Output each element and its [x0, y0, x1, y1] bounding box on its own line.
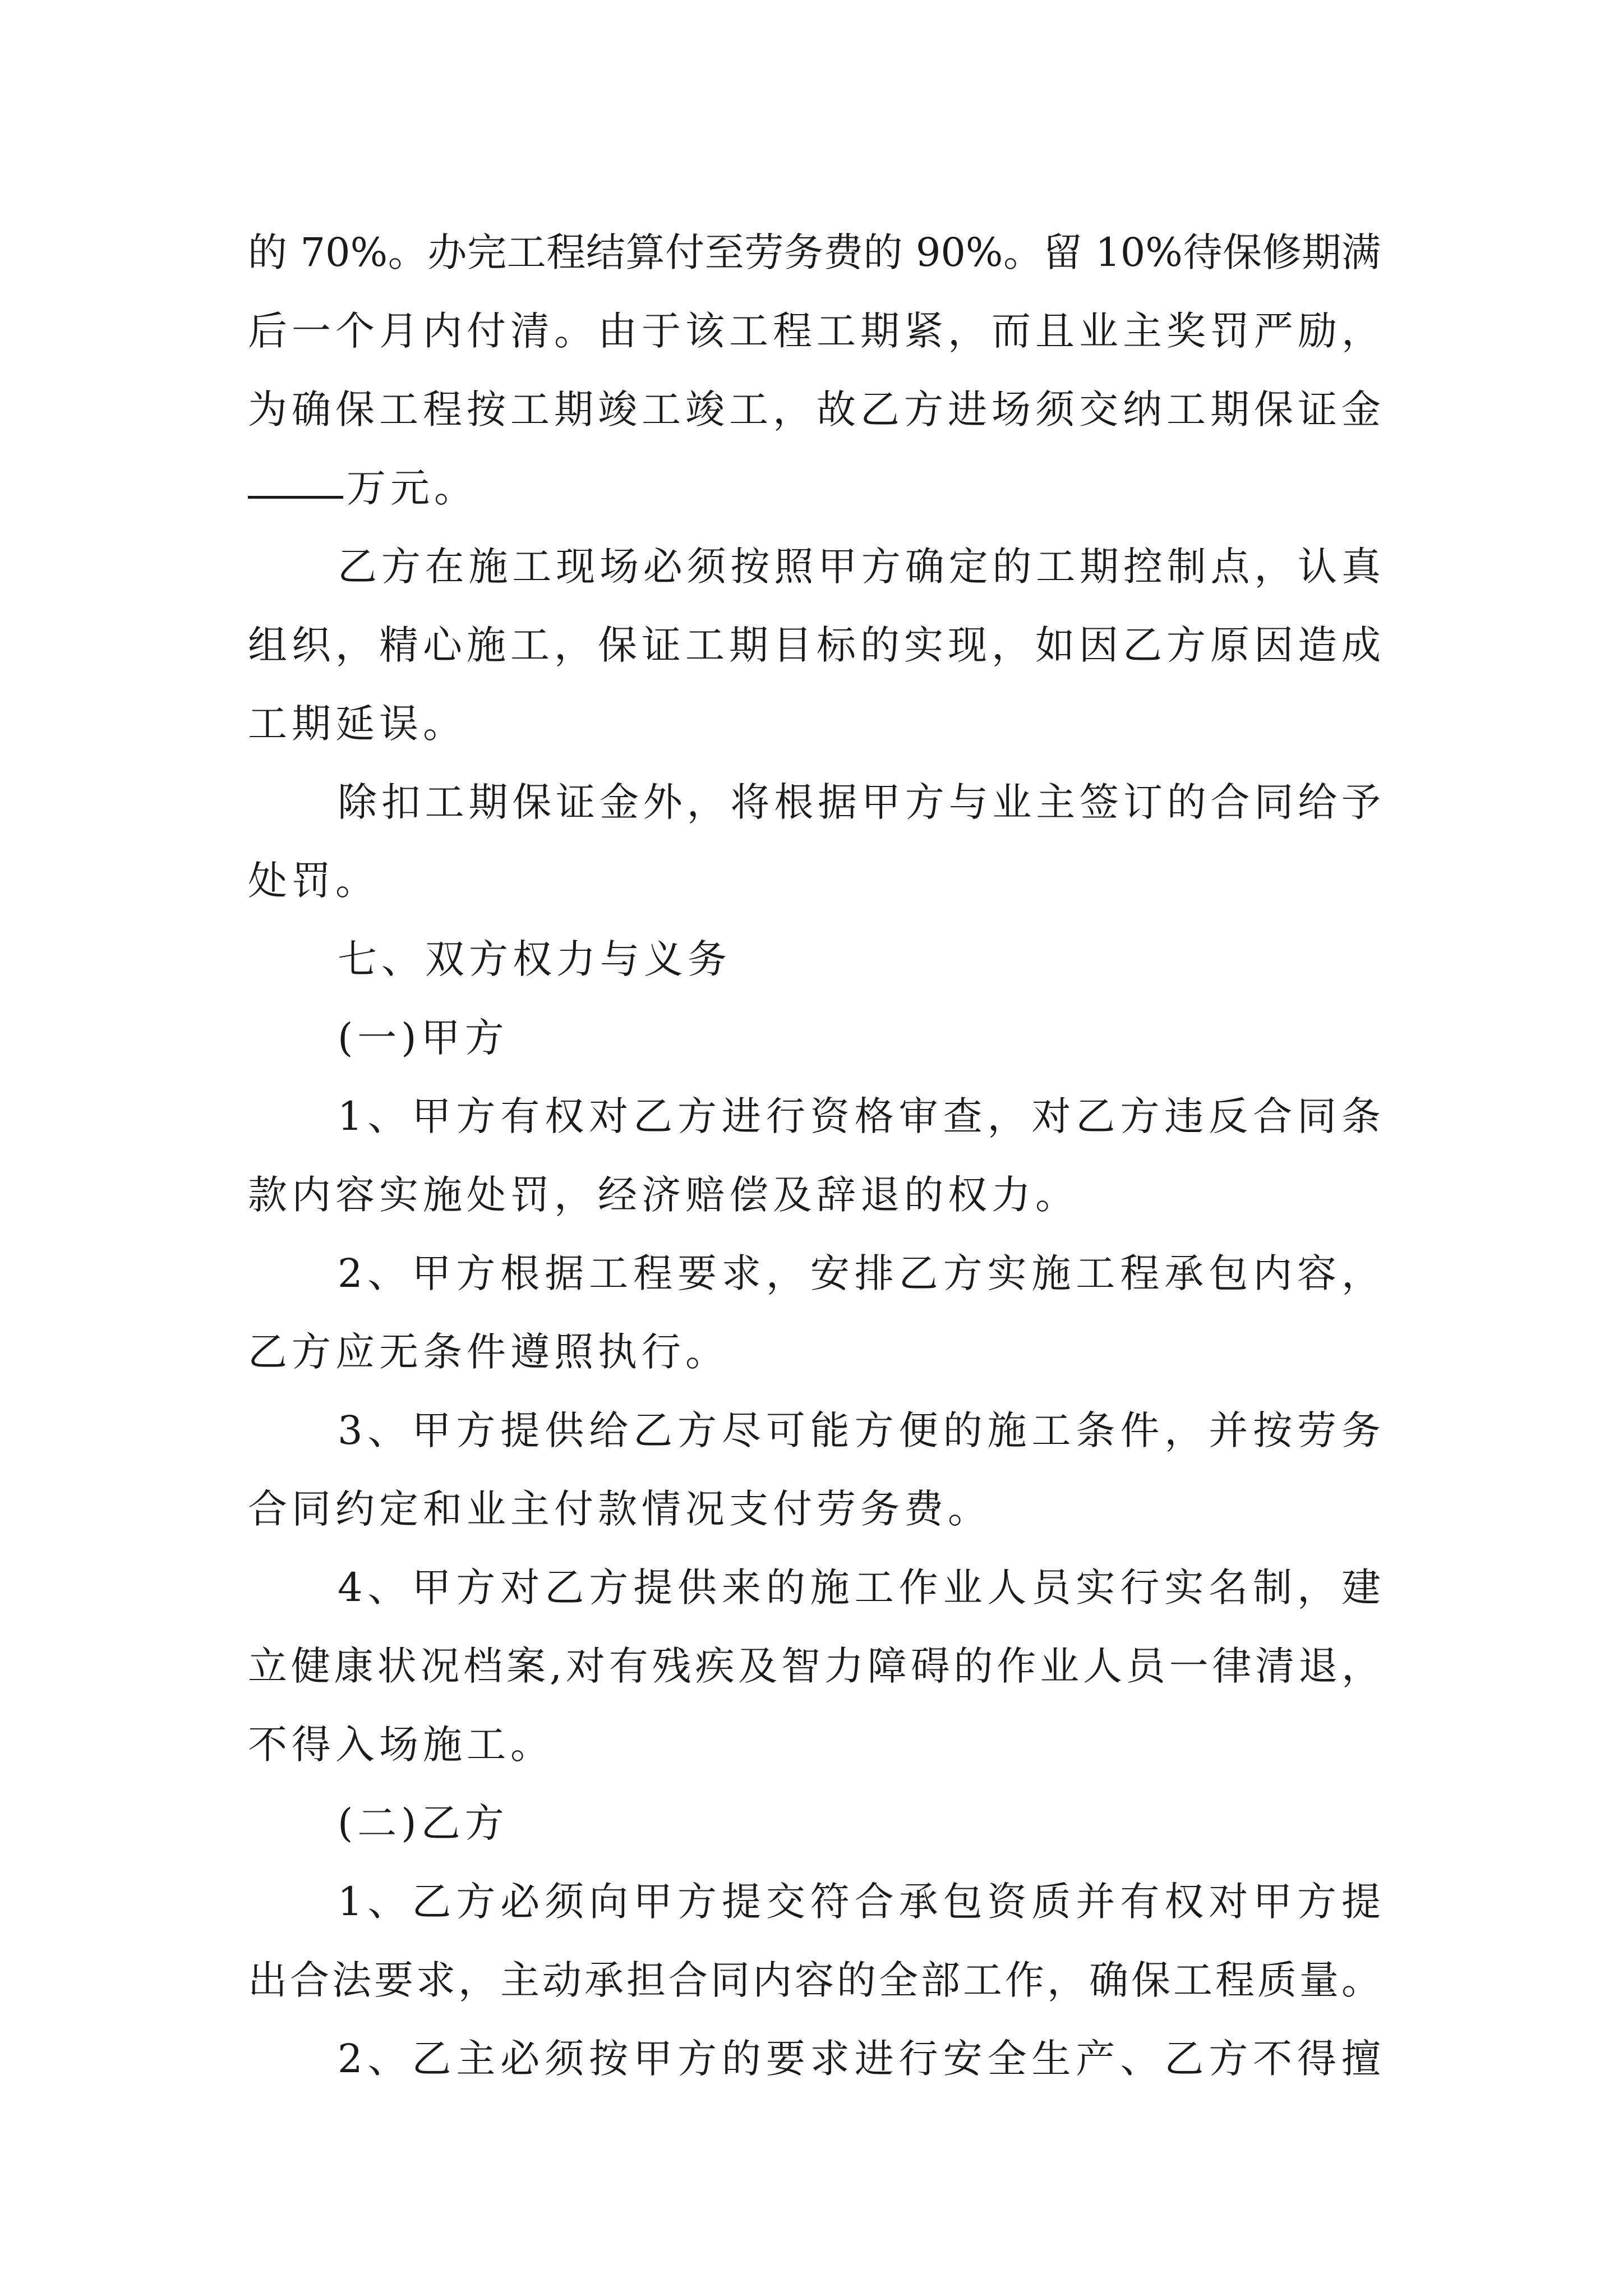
paragraph-line: 立健康状况档案,对有残疾及智力障碍的作业人员一律清退，: [248, 1643, 1381, 1689]
paragraph-line: 工期延误。: [248, 701, 467, 747]
paragraph-line: 后一个月内付清。由于该工程工期紧，而且业主奖罚严励，: [248, 308, 1381, 354]
paragraph-line: 1、乙方必须向甲方提交符合承包资质并有权对甲方提: [338, 1879, 1381, 1925]
paragraph-line: 1、甲方有权对乙方进行资格审查，对乙方违反合同条: [338, 1093, 1381, 1139]
paragraph-line: 乙方应无条件遵照执行。: [248, 1329, 729, 1375]
paragraph-line: 出合法要求，主动承担合同内容的全部工作，确保工程质量。: [248, 1957, 1381, 2003]
paragraph-line: 乙方在施工现场必须按照甲方确定的工期控制点，认真: [338, 544, 1381, 590]
amount-unit-text: 万元。: [347, 465, 478, 511]
paragraph-line: 除扣工期保证金外，将根据甲方与业主签订的合同给予: [338, 779, 1381, 825]
subsection-heading: (二)乙方: [338, 1800, 509, 1846]
paragraph-line: 2、乙主必须按甲方的要求进行安全生产、乙方不得擅: [338, 2036, 1381, 2082]
paragraph-line: 2、甲方根据工程要求，安排乙方实施工程承包内容，: [338, 1250, 1381, 1296]
paragraph-line: 的 70%。办完工程结算付至劳务费的 90%。留 10%待保修期满: [248, 229, 1381, 275]
paragraph-line: 为确保工程按工期竣工竣工，故乙方进场须交纳工期保证金: [248, 386, 1381, 432]
paragraph-line: 3、甲方提供给乙方尽可能方便的施工条件，并按劳务: [338, 1407, 1381, 1453]
paragraph-line: 合同约定和业主付款情况支付劳务费。: [248, 1486, 992, 1532]
paragraph-line: 处罚。: [248, 858, 379, 904]
document-body: [248, 213, 1381, 2098]
paragraph-line: 款内容实施处罚，经济赔偿及辞退的权力。: [248, 1172, 1079, 1218]
paragraph-line: [248, 449, 1381, 527]
paragraph-line: 不得入场施工。: [248, 1722, 554, 1768]
paragraph-line: 4、甲方对乙方提供来的施工作业人员实行实名制，建: [338, 1565, 1381, 1611]
fill-in-blank: [248, 449, 343, 499]
section-heading: 七、双方权力与义务: [338, 936, 731, 982]
paragraph-line: 组织，精心施工，保证工期目标的实现，如因乙方原因造成: [248, 622, 1381, 668]
subsection-heading: (一)甲方: [338, 1015, 509, 1061]
